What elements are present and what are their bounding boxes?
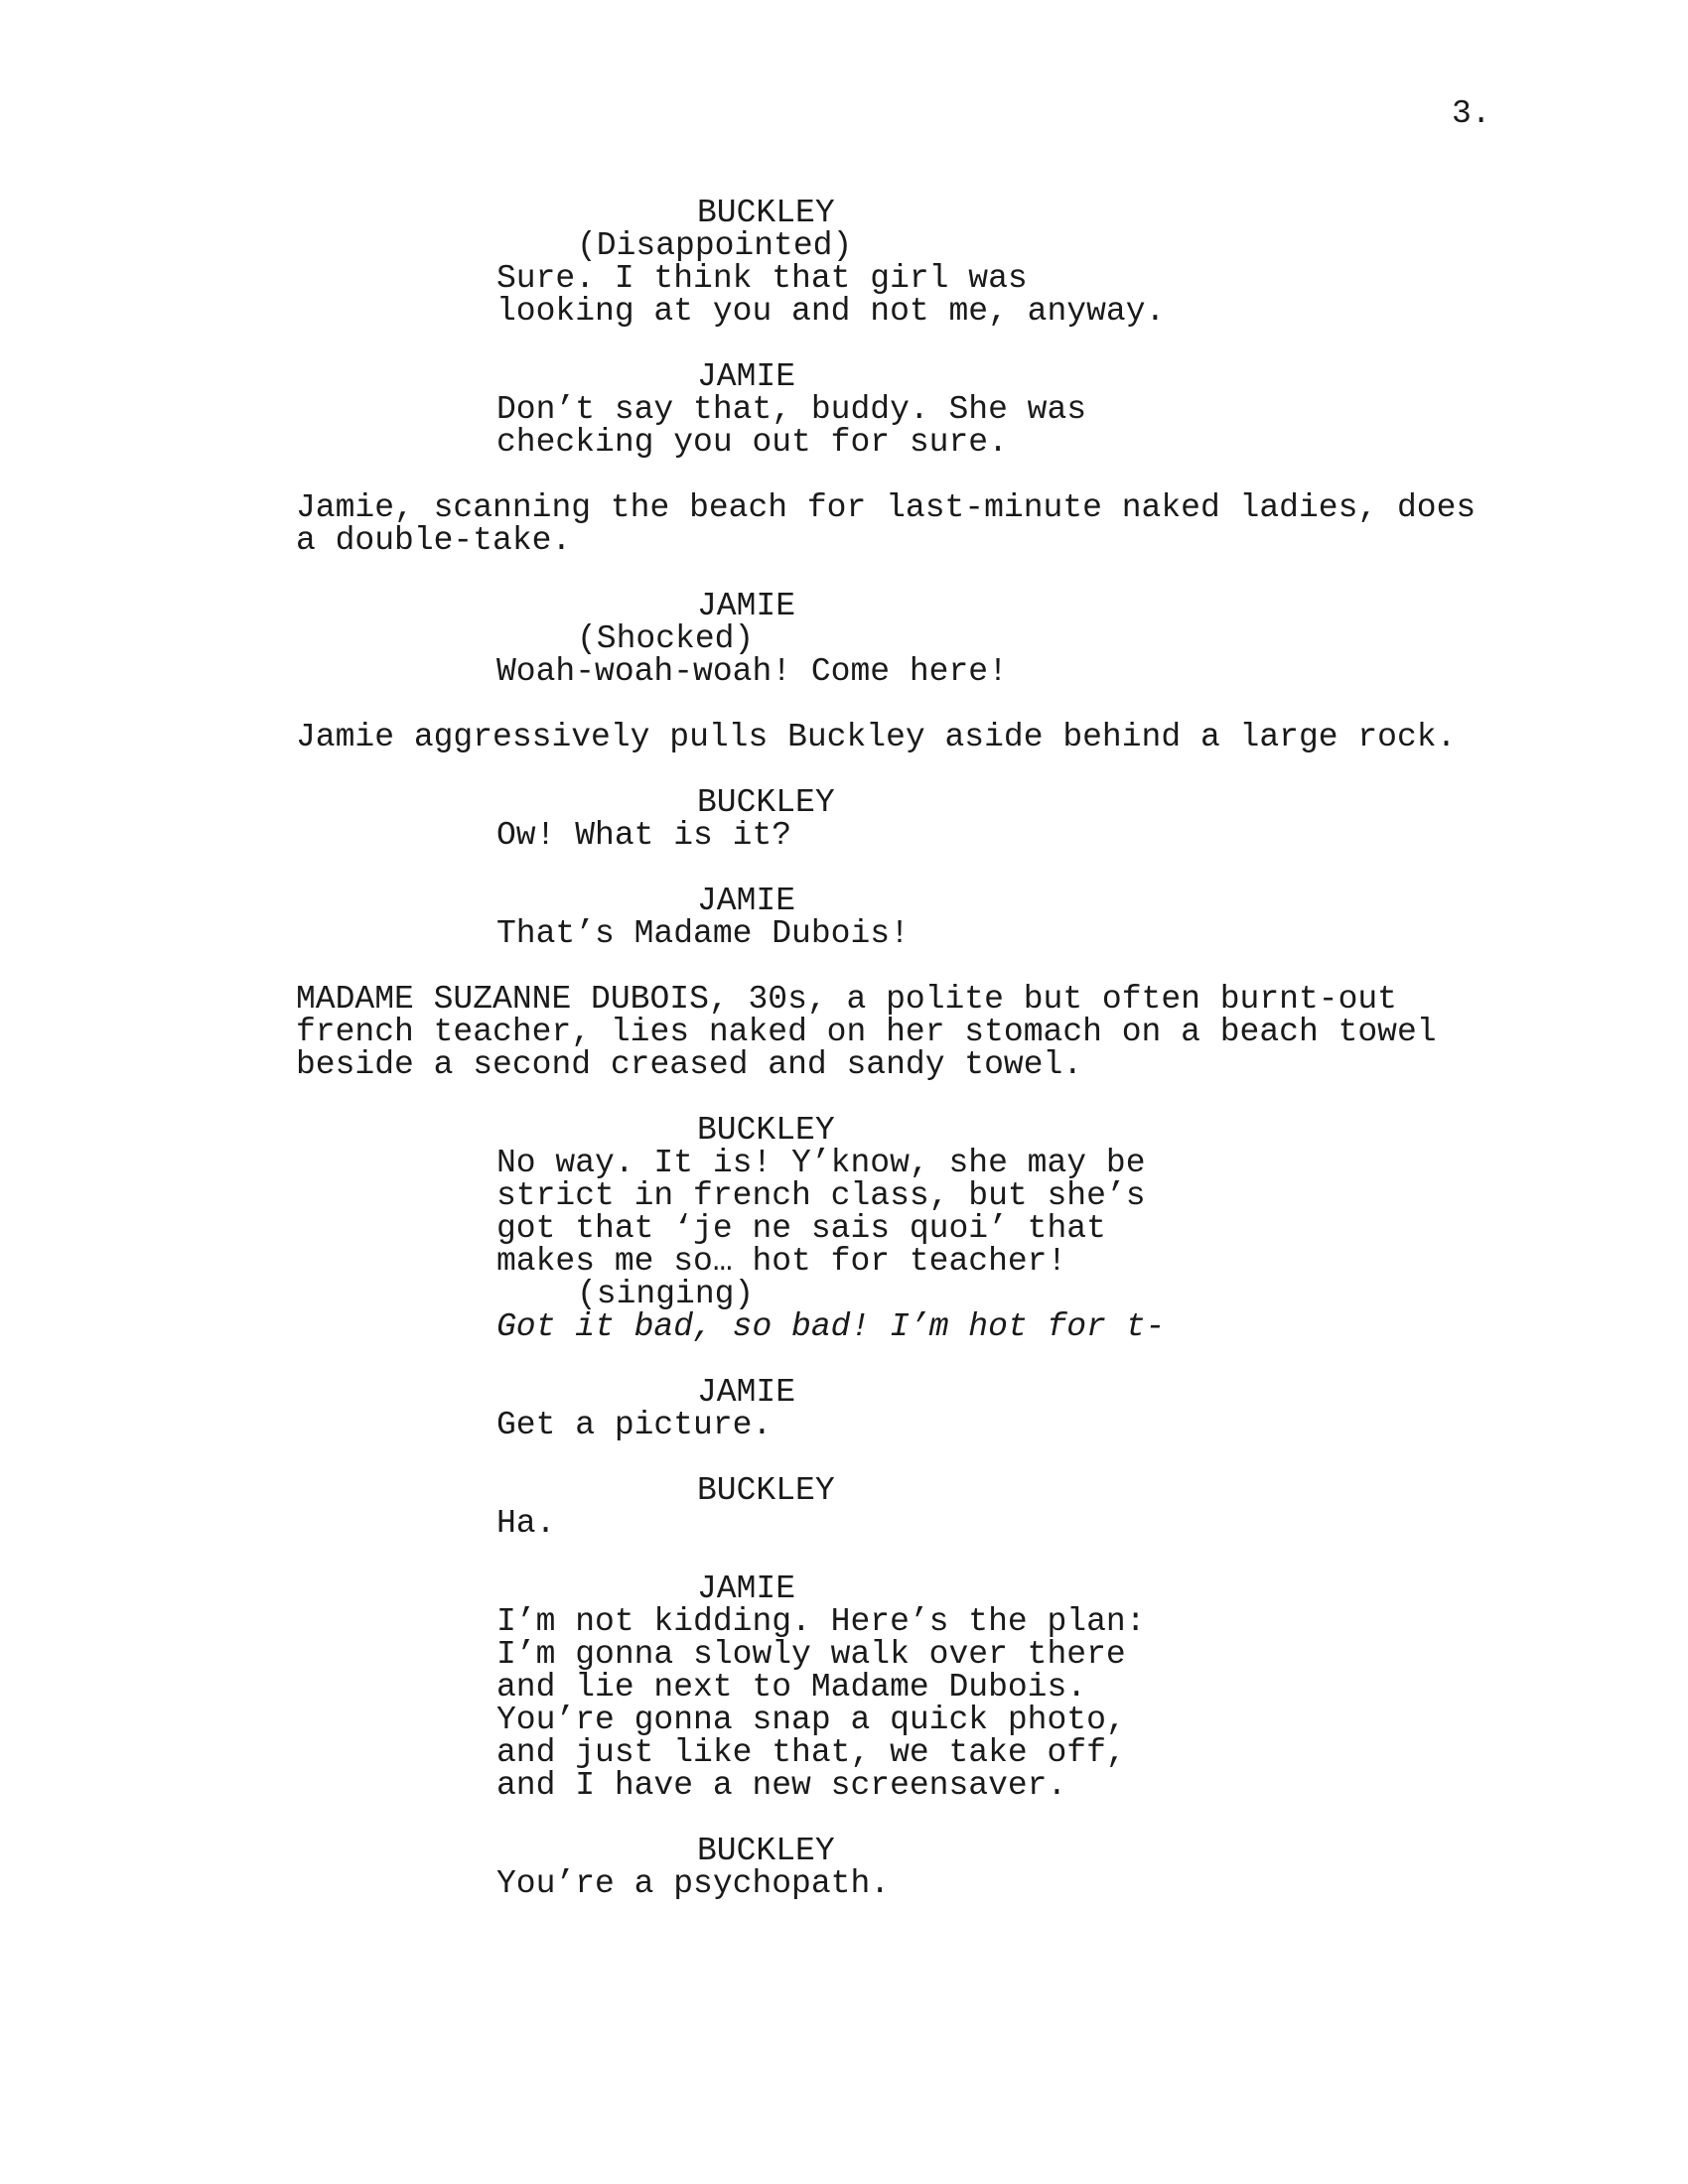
dialogue-line: Woah-woah-woah! Come here!: [496, 653, 1008, 690]
dialogue-line: and I have a new screensaver.: [496, 1767, 1067, 1804]
action-line: Jamie, scanning the beach for last-minute naked ladies, does: [296, 489, 1477, 526]
dialogue-line: Sure. I think that girl was: [496, 260, 1028, 297]
character-cue: BUCKLEY: [697, 784, 835, 821]
character-cue: JAMIE: [697, 1570, 796, 1607]
parenthetical: (singing): [577, 1276, 755, 1312]
character-cue: BUCKLEY: [697, 195, 835, 231]
dialogue-line: I’m not kidding. Here’s the plan:: [496, 1603, 1146, 1640]
dialogue-line: and just like that, we take off,: [496, 1734, 1126, 1771]
action-line: Jamie aggressively pulls Buckley aside behind a large rock.: [296, 719, 1457, 755]
parenthetical: (Disappointed): [577, 227, 853, 264]
character-cue: JAMIE: [697, 588, 796, 624]
dialogue-line: Get a picture.: [496, 1407, 773, 1443]
dialogue-line: You’re gonna snap a quick photo,: [496, 1702, 1126, 1738]
dialogue-line: checking you out for sure.: [496, 424, 1008, 461]
dialogue-line: I’m gonna slowly walk over there: [496, 1636, 1126, 1673]
dialogue-line: You’re a psychopath.: [496, 1865, 891, 1902]
dialogue-line: strict in french class, but she’s: [496, 1177, 1146, 1214]
action-line: french teacher, lies naked on her stomach on a beach towel: [296, 1014, 1437, 1050]
dialogue-line: That’s Madame Dubois!: [496, 915, 910, 952]
character-cue: BUCKLEY: [697, 1112, 835, 1149]
character-cue: BUCKLEY: [697, 1833, 835, 1869]
dialogue-line: got that ‘je ne sais quoi’ that: [496, 1210, 1106, 1247]
dialogue-line: makes me so… hot for teacher!: [496, 1243, 1067, 1280]
dialogue-line: Ow! What is it?: [496, 817, 792, 854]
dialogue-line: looking at you and not me, anyway.: [496, 293, 1166, 330]
action-line: beside a second creased and sandy towel.: [296, 1046, 1083, 1083]
dialogue-line: No way. It is! Y’know, she may be: [496, 1145, 1146, 1181]
character-cue: JAMIE: [697, 883, 796, 919]
page-number: 3.: [1452, 95, 1491, 132]
dialogue-line: Don’t say that, buddy. She was: [496, 391, 1087, 428]
sung-lyric-line: Got it bad, so bad! I’m hot for t-: [496, 1308, 1166, 1345]
character-cue: BUCKLEY: [697, 1472, 835, 1509]
action-line: MADAME SUZANNE DUBOIS, 30s, a polite but often burnt-out: [296, 981, 1397, 1018]
action-line: a double-take.: [296, 522, 572, 559]
character-cue: JAMIE: [697, 1374, 796, 1411]
dialogue-line: and lie next to Madame Dubois.: [496, 1669, 1087, 1706]
character-cue: JAMIE: [697, 358, 796, 395]
dialogue-line: Ha.: [496, 1505, 556, 1542]
parenthetical: (Shocked): [577, 620, 755, 657]
